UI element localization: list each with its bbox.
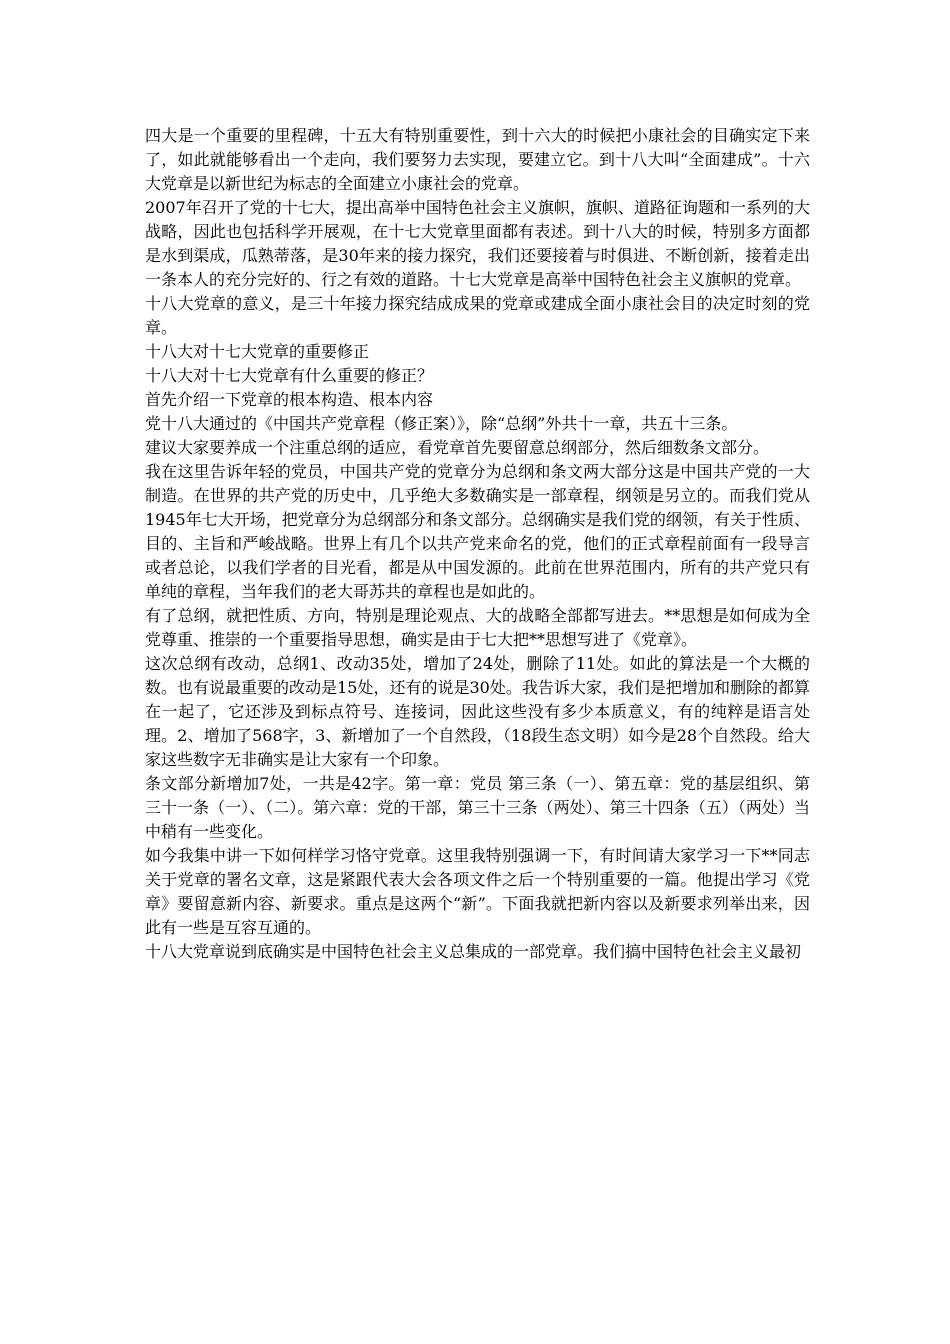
paragraph-9: 我在这里告诉年轻的党员，中国共产党的党章分为总纲和条文两大部分这是中国共产党的一大制造。在世界的共产党的历史中，几乎绝大多数确实是一部章程，纲领是另立的。而我们党从1945年七大开场，把党章分为总纲部分和条文部分。总纲确实是我们党的纲领，有关于性质、目的、主旨和严峻战略。世界上有几个以共产党来命名的党，他们的正式章程前面有一段导言或者总论，以我们学者的目光看，都是从中国发源的。此前在世界范围内，所有的共产党只有单纯的章程，当年我们的老大哥苏共的章程也是如此的。 xyxy=(145,462,810,601)
paragraph-11: 这次总纲有改动，总纲1、改动35处，增加了24处，删除了11处。如此的算法是一个大概的数。也有说最重要的改动是15处，还有的说是30处。我告诉大家，我们是把增加和删除的都算在一起了，它还涉及到标点符号、连接词，因此这些没有多少本质意义，有的纯粹是语言处理。2、增加了568字，3、新增加了一个自然段，（18段生态文明）如今是28个自然段。给大家这些数字无非确实是让大家有一个印象。 xyxy=(145,654,810,769)
intro-line: 首先介绍一下党章的根本构造、根本内容 xyxy=(145,390,434,409)
paragraph-3: 十八大党章的意义，是三十年接力探究结成成果的党章或建成全面小康社会目的决定时刻的党章。 xyxy=(145,294,810,337)
paragraph-13: 如今我集中讲一下如何样学习恪守党章。这里我特别强调一下，有时间请大家学习一下**同志关于党章的署名文章，这是紧跟代表大会各项文件之后一个特别重要的一篇。他提出学习《党章》要留意新内容、新要求。重点是这两个“新”。下面我就把新内容以及新要求列举出来，因此有一些是互容互通的。 xyxy=(145,846,810,937)
question-line: 十八大对十七大党章有什么重要的修正？ xyxy=(145,366,434,385)
paragraph-2: 2007年召开了党的十七大，提出高举中国特色社会主义旗帜，旗帜、道路征询题和一系列的大战略，因此也包括科学开展观，在十七大党章里面都有表述。到十八大的时候，特别多方面都是水到渠成，瓜熟蒂落，是30年来的接力探究，我们还要接着与时俱进、不断创新，接着走出一条本人的充分完好的、行之有效的道路。十七大党章是高举中国特色社会主义旗帜的党章。 xyxy=(145,198,810,289)
document-page xyxy=(145,124,810,964)
paragraph-12: 条文部分新增加7处，一共是42字。第一章：党员 第三条（一）、第五章：党的基层组织、第三十一条（一）、（二）。第六章：党的干部，第三十三条（两处）、第三十四条（五）（两处）当中稍有一些变化。 xyxy=(145,774,810,841)
section-heading: 十八大对十七大党章的重要修正 xyxy=(145,342,370,361)
paragraph-14: 十八大党章说到底确实是中国特色社会主义总集成的一部党章。我们搞中国特色社会主义最初 xyxy=(145,942,802,961)
paragraph-10: 有了总纲，就把性质、方向，特别是理论观点、大的战略全部都写进去。**思想是如何成为全党尊重、推崇的一个重要指导思想，确实是由于七大把**思想写进了《党章》。 xyxy=(145,606,810,649)
paragraph-7: 党十八大通过的《中国共产党章程（修正案）》，除“总纲”外共十一章，共五十三条。 xyxy=(145,414,738,433)
paragraph-1: 四大是一个重要的里程碑，十五大有特别重要性，到十六大的时候把小康社会的目确实定下来了，如此就能够看出一个走向，我们要努力去实现，要建立它。到十八大叫“全面建成”。十六大党章是以新世纪为标志的全面建立小康社会的党章。 xyxy=(145,126,810,193)
paragraph-8: 建议大家要养成一个注重总纲的适应，看党章首先要留意总纲部分，然后细数条文部分。 xyxy=(145,438,770,457)
